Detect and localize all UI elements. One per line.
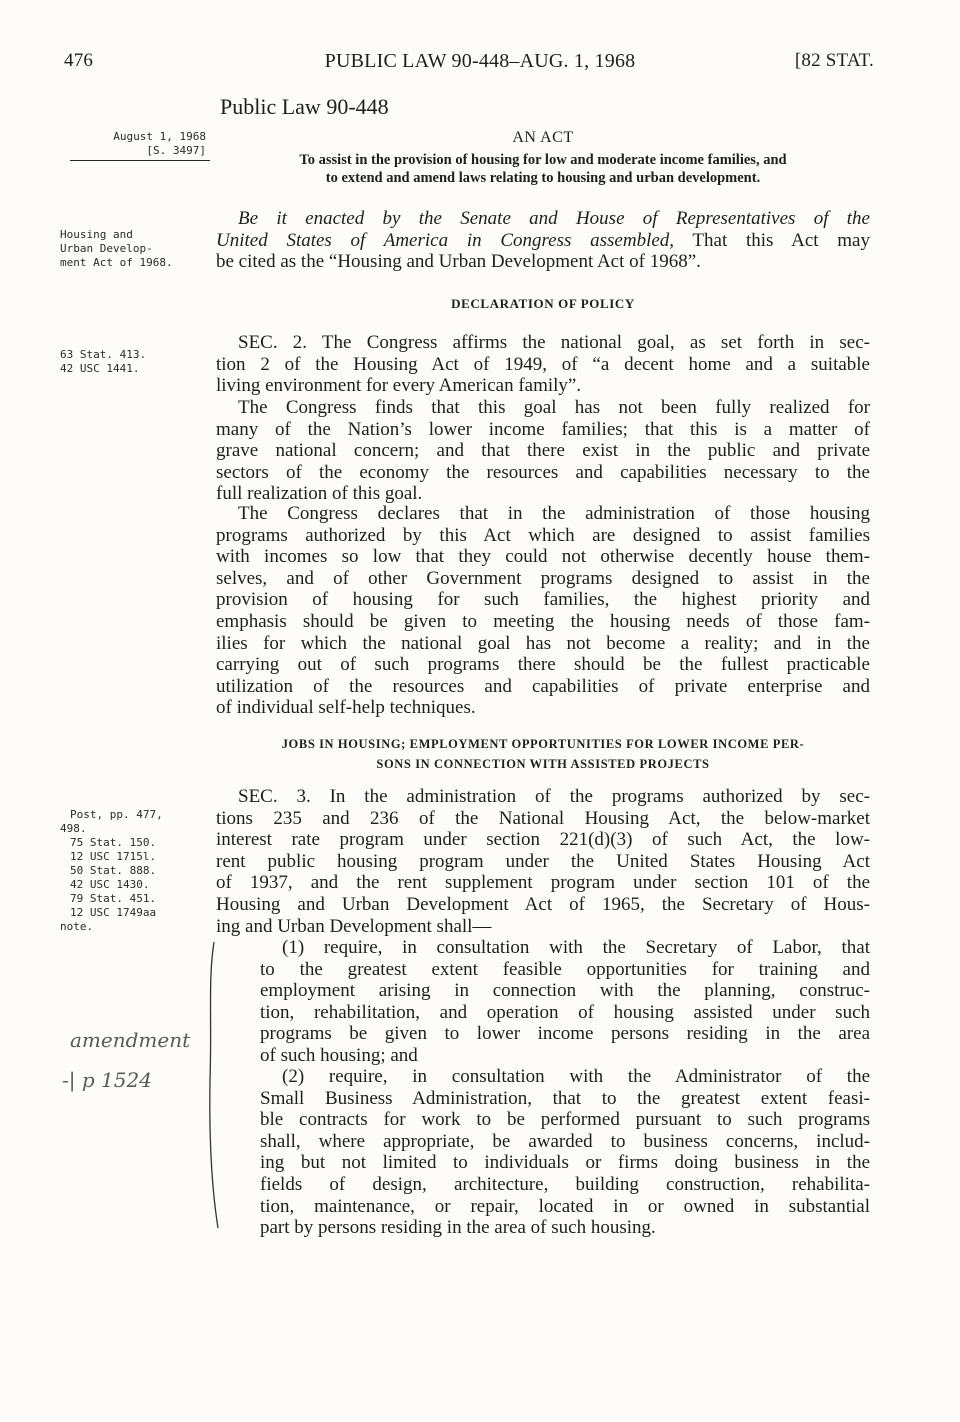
citation-line: 75 Stat. 150. [70, 836, 157, 849]
enacting-clause [216, 208, 870, 273]
text-line: employment arising in connection with the planning, construc- [260, 980, 870, 1002]
bill-number: [S. 3497] [146, 144, 206, 157]
text-line: ing and Urban Development shall— [216, 915, 492, 937]
handdrawn-bracket [198, 940, 220, 1230]
text-line: The Congress finds that this goal has not been fully realized for [238, 397, 870, 418]
citation-line: 50 Stat. 888. [70, 864, 157, 877]
text-line: The Congress declares that in the administration of those housing [238, 503, 870, 524]
act-label: AN ACT [512, 129, 574, 146]
citation-line: 498. [60, 822, 87, 835]
text-line: emphasis should be given to meeting the housing needs of those fam- [216, 610, 870, 632]
text-line: provision of housing for such families, the highest priority and [216, 589, 870, 611]
enacting-text: be cited as the “Housing and Urban Development Act of 1968”. [216, 251, 701, 273]
text-line: of individual self-help techniques. [216, 697, 476, 719]
text-line: tion, maintenance, or repair, located in or owned in substantial [260, 1195, 870, 1217]
text-line: to the greatest extent feasible opportunities for training and [260, 958, 870, 980]
citation-line: 63 Stat. 413. [60, 348, 147, 361]
citation-line: 12 USC 1715l. [70, 850, 157, 863]
margin-citation-2 [60, 808, 220, 934]
text-line: tions 235 and 236 of the National Housing Act, the below-market [216, 807, 870, 829]
margin-date [58, 130, 206, 158]
statute-volume: [82 STAT. [794, 50, 874, 71]
text-line: Housing and Urban Development Act of 1965, the Secretary of Hous- [216, 893, 870, 915]
enacting-italic: United States of America in Congress assembled, [216, 229, 675, 251]
section-3-item-2 [260, 1066, 870, 1239]
section-2-para-2 [216, 397, 870, 505]
short-title-line: Housing and [60, 228, 133, 241]
text-line: carrying out of such programs there should be the fullest practicable [216, 654, 870, 676]
citation-line: 42 USC 1430. [70, 878, 150, 891]
handwritten-note [62, 1020, 191, 1100]
text-line: tion 2 of the Housing Act of 1949, of “a decent home and a suitable [216, 353, 870, 375]
short-title-line: ment Act of 1968. [60, 256, 173, 269]
text-line: selves, and of other Government programs designed to assist in the [216, 567, 870, 589]
text-line: SEC. 2. The Congress affirms the national goal, as set forth in sec- [238, 332, 870, 353]
page-number: 476 [64, 50, 94, 71]
text-line: of 1937, and the rent supplement program under section 101 of the [216, 872, 870, 894]
section-3-para-1 [216, 786, 870, 937]
text-line: full realization of this goal. [216, 483, 423, 505]
enacting-italic: Be it enacted by the Senate and House of Representatives of the [238, 208, 870, 229]
text-line: of such housing; and [260, 1044, 418, 1066]
margin-citation-1 [60, 348, 210, 376]
text-line: grave national concern; and that there exist in the public and private [216, 440, 870, 462]
act-purpose [216, 151, 870, 187]
text-line: rent public housing program under the United States Housing Act [216, 850, 870, 872]
text-line: part by persons residing in the area of such housing. [260, 1217, 656, 1239]
handwriting-line: amendment [70, 1028, 191, 1052]
text-line: many of the Nation’s lower income families; that this is a matter of [216, 418, 870, 440]
public-law-title: Public Law 90-448 [220, 94, 389, 119]
citation-line: 12 USC 1749aa [70, 906, 157, 919]
text-line: (1) require, in consultation with the Secretary of Labor, that [282, 937, 870, 958]
text-line: ble contracts for work to be performed pursuant to such programs [260, 1109, 870, 1131]
citation-line: 42 USC 1441. [60, 362, 140, 375]
running-title: PUBLIC LAW 90-448–AUG. 1, 1968 [324, 50, 636, 72]
enactment-date: August 1, 1968 [113, 130, 206, 143]
heading-line: JOBS IN HOUSING; EMPLOYMENT OPPORTUNITIES FOR LOWER INCOME PER- [281, 737, 805, 751]
text-line: programs be given to lower income persons residing in the area [260, 1023, 870, 1045]
enacting-text: That this Act may [674, 229, 870, 251]
text-line: sectors of the economy the resources and capabilities necessary to the [216, 461, 870, 483]
margin-short-title [60, 228, 210, 270]
section-3-item-1 [260, 937, 870, 1067]
heading-line: SONS IN CONNECTION WITH ASSISTED PROJECTS [376, 757, 710, 771]
text-line: tion, rehabilitation, and operation of housing assisted under such [260, 1001, 870, 1023]
text-line: interest rate program under section 221(d)(3) of such Act, the low- [216, 829, 870, 851]
purpose-line: To assist in the provision of housing for low and moderate income families, and [299, 152, 787, 168]
text-line: fields of design, architecture, building construction, rehabilita- [260, 1173, 870, 1195]
section-2-heading [216, 294, 870, 314]
citation-line: note. [60, 920, 94, 933]
text-line: ing but not limited to individuals or firms doing business in the [260, 1152, 870, 1174]
text-line: (2) require, in consultation with the Administrator of the [282, 1066, 870, 1087]
text-line: shall, where appropriate, be awarded to business concerns, includ- [260, 1130, 870, 1152]
text-line: Small Business Administration, that to the greatest extent feasi- [260, 1087, 870, 1109]
section-2-para-1 [216, 332, 870, 397]
purpose-line: to extend and amend laws relating to housing and urban development. [325, 170, 761, 186]
section-3-heading [216, 734, 870, 774]
text-line: SEC. 3. In the administration of the programs authorized by sec- [238, 786, 870, 807]
heading-line: DECLARATION OF POLICY [451, 296, 635, 311]
citation-line: Post, pp. 477, [70, 808, 163, 821]
text-line: with incomes so low that they could not otherwise decently house them- [216, 546, 870, 568]
text-line: living environment for every American family”. [216, 375, 582, 397]
handwriting-line: -| p 1524 [62, 1068, 152, 1092]
text-line: programs authorized by this Act which are designed to assist families [216, 524, 870, 546]
short-title-line: Urban Develop- [60, 242, 153, 255]
citation-line: 79 Stat. 451. [70, 892, 157, 905]
margin-rule [70, 160, 210, 161]
text-line: utilization of the resources and capabilities of private enterprise and [216, 675, 870, 697]
text-line: ilies for which the national goal has not become a reality; and in the [216, 632, 870, 654]
section-2-para-3 [216, 503, 870, 719]
